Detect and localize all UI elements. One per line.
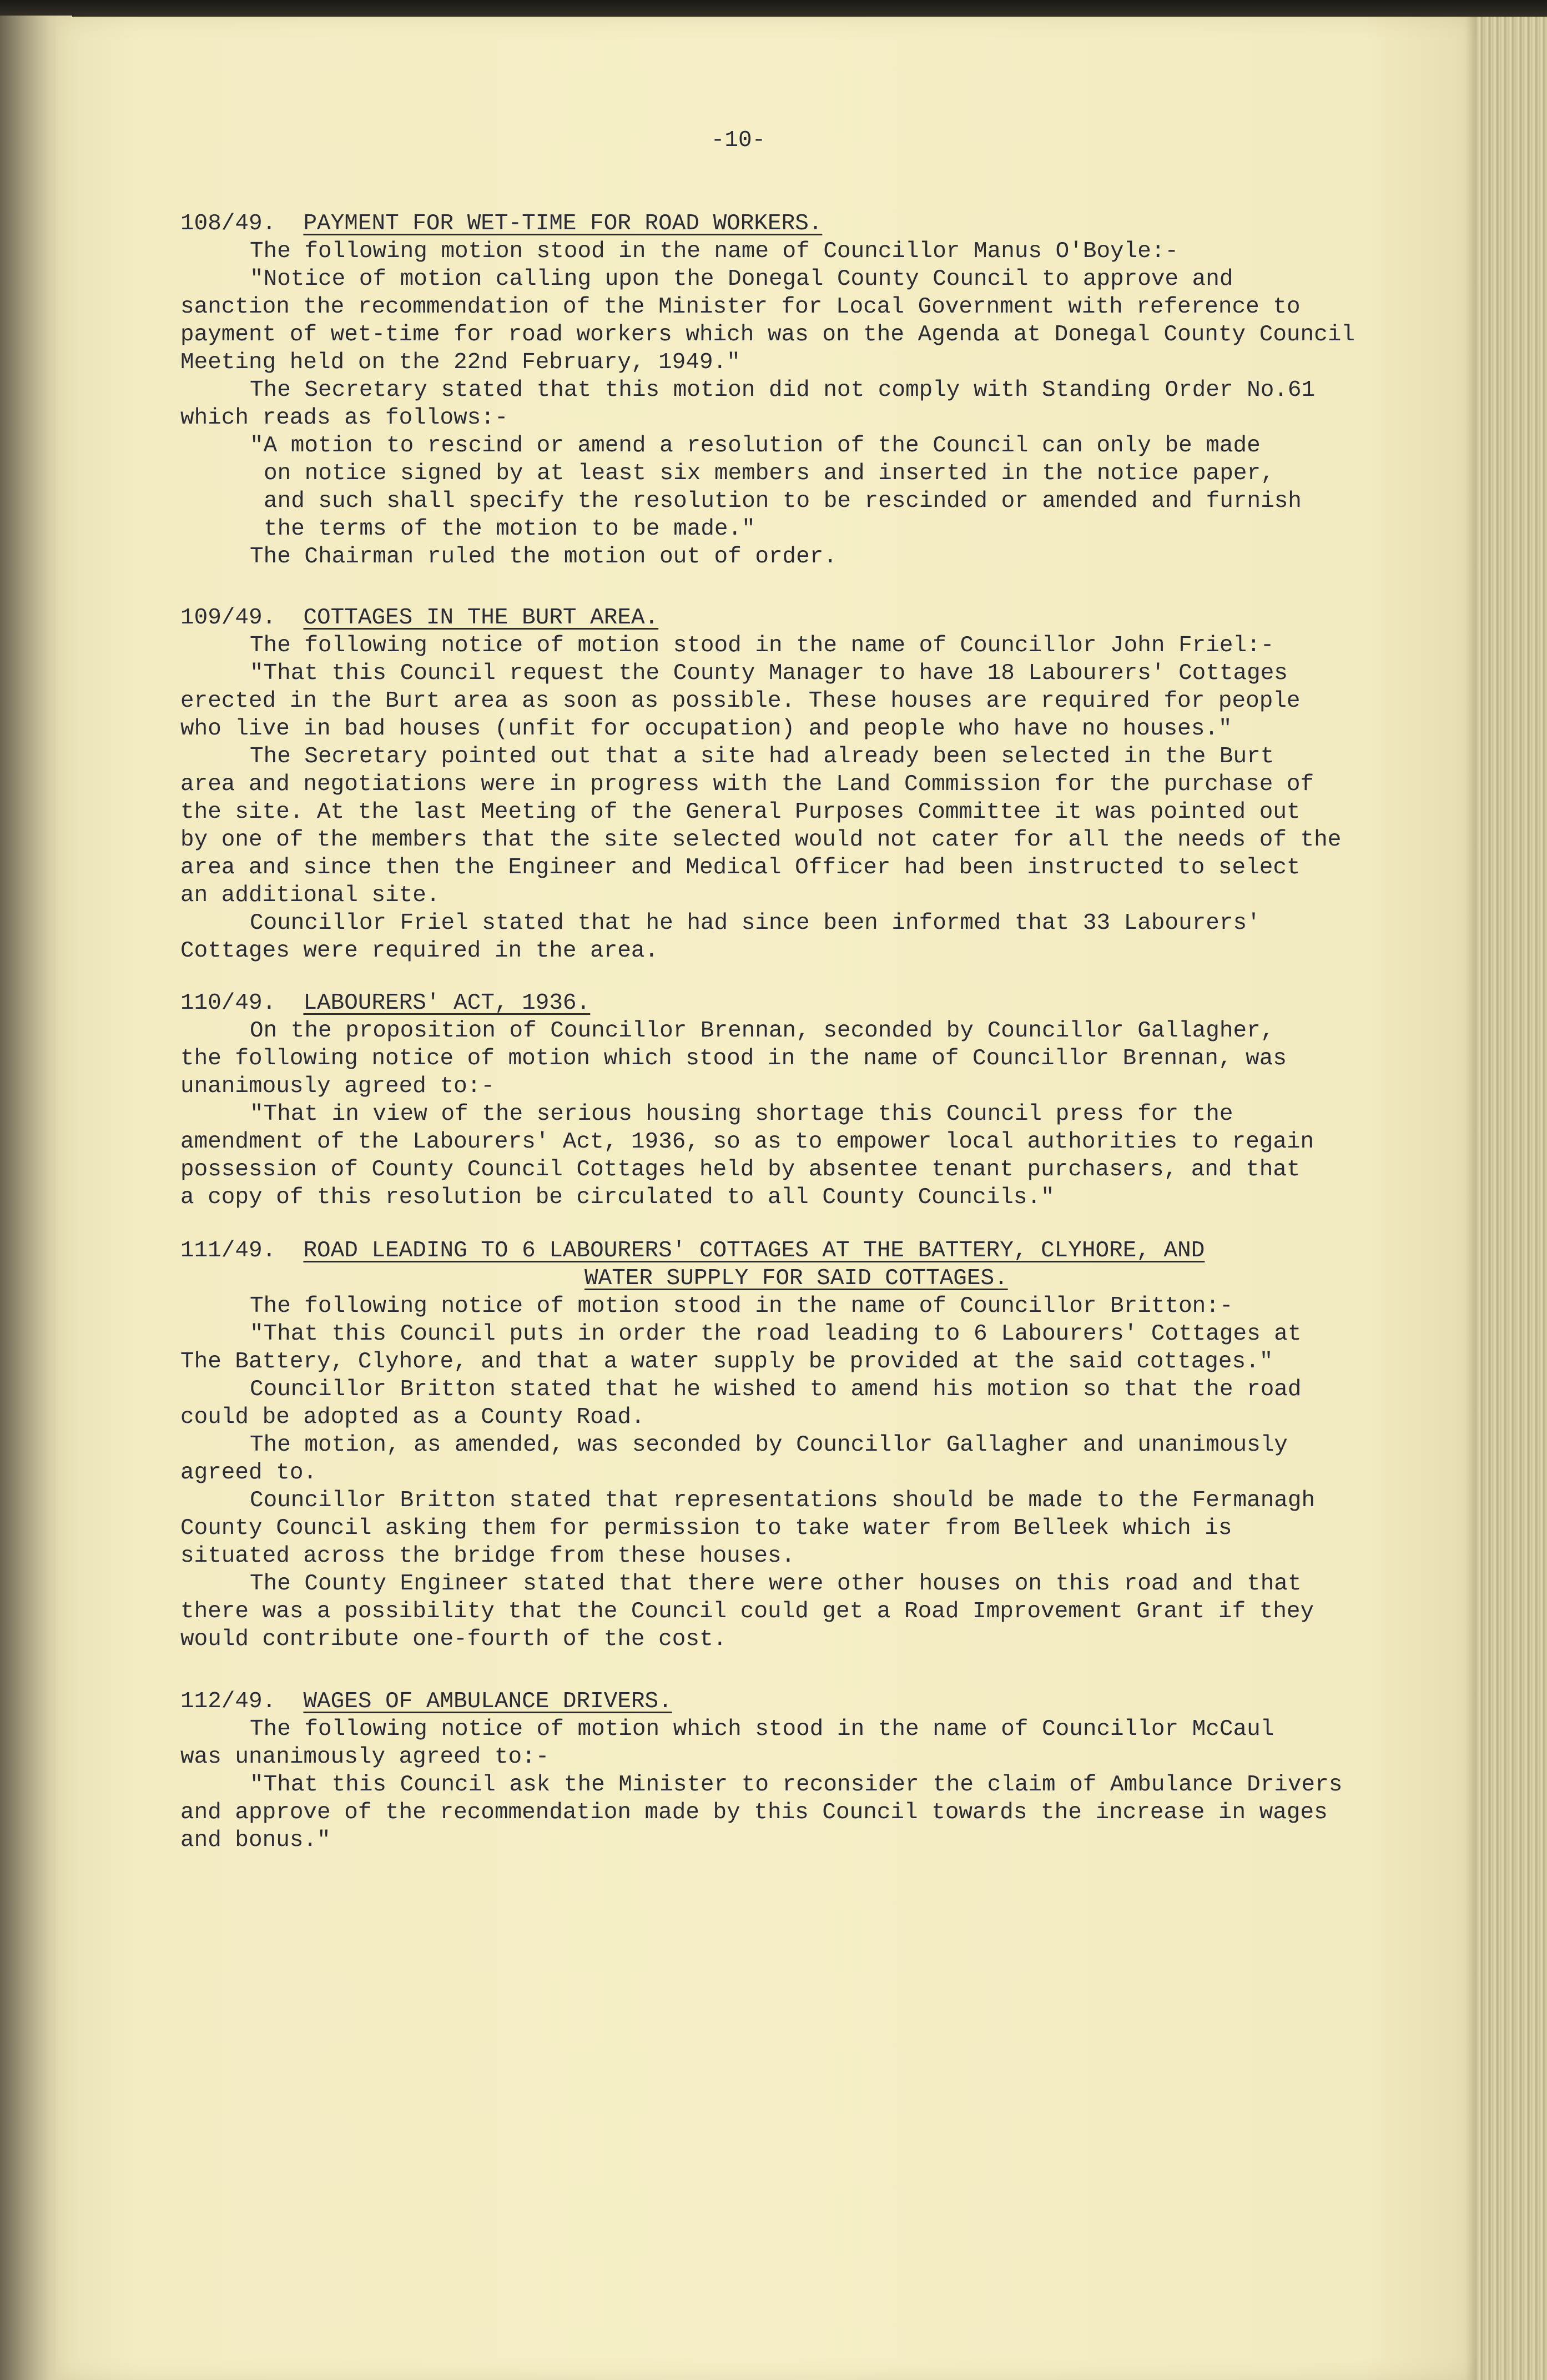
minute-line: area and negotiations were in progress with the Land Commission for the purchase of	[180, 772, 1314, 797]
minute-number: 111/49.	[180, 1238, 276, 1264]
minute-line: and such shall specify the resolution to be rescinded or amended and furnish	[264, 489, 1302, 514]
minute-heading	[180, 1237, 1374, 1265]
minute-line: who live in bad houses (unfit for occupation) and people who have no houses."	[180, 716, 1232, 742]
minute-line: Councillor Friel stated that he had since been informed that 33 Labourers'	[250, 910, 1261, 936]
minute-108	[180, 210, 1374, 571]
minute-line: which reads as follows:-	[180, 405, 508, 431]
minute-line: The following notice of motion which stood in the name of Councillor McCaul	[250, 1717, 1274, 1742]
minute-line: "That this Council request the County Manager to have 18 Labourers' Cottages	[250, 661, 1288, 686]
minute-line: The following motion stood in the name of Councillor Manus O'Boyle:-	[250, 239, 1179, 264]
minute-line: Councillor Britton stated that he wished to amend his motion so that the road	[250, 1377, 1302, 1402]
minute-line: the following notice of motion which stood in the name of Councillor Brennan, was	[180, 1046, 1287, 1071]
minute-line: On the proposition of Councillor Brennan, seconded by Councillor Gallagher,	[250, 1018, 1274, 1044]
minute-heading	[180, 989, 1374, 1017]
minute-line: Cottages were required in the area.	[180, 938, 659, 964]
minute-line: an additional site.	[180, 883, 440, 908]
minute-line: the terms of the motion to be made."	[264, 516, 755, 542]
minute-line: and bonus."	[180, 1828, 331, 1853]
minute-number: 112/49.	[180, 1689, 276, 1714]
minute-line: Meeting held on the 22nd February, 1949."	[180, 350, 740, 375]
minute-line: The motion, as amended, was seconded by Councillor Gallagher and unanimously	[250, 1432, 1288, 1458]
minute-heading	[180, 1688, 1374, 1715]
minute-110	[180, 989, 1374, 1211]
minute-line: on notice signed by at least six members and inserted in the notice paper,	[264, 461, 1274, 486]
minute-line: Councillor Britton stated that representations should be made to the Fermanagh	[250, 1488, 1316, 1513]
minute-number: 110/49.	[180, 990, 276, 1016]
minute-line: and approve of the recommendation made by this Council towards the increase in wages	[180, 1800, 1328, 1825]
minute-line: "A motion to rescind or amend a resolution of the Council can only be made	[250, 433, 1261, 459]
minute-line: payment of wet-time for road workers which was on the Agenda at Donegal County Council	[180, 322, 1355, 348]
minute-title: COTTAGES IN THE BURT AREA.	[303, 605, 659, 631]
minute-line: unanimously agreed to:-	[180, 1074, 495, 1099]
minute-line: amendment of the Labourers' Act, 1936, so as to empower local authorities to regain	[180, 1129, 1314, 1155]
minute-line: The County Engineer stated that there were other houses on this road and that	[250, 1571, 1302, 1597]
minute-line: County Council asking them for permission to take water from Belleek which is	[180, 1516, 1232, 1541]
minute-line: "Notice of motion calling upon the Donegal County Council to approve and	[250, 266, 1233, 292]
minute-line: possession of County Council Cottages held by absentee tenant purchasers, and that	[180, 1157, 1301, 1183]
minute-line: erected in the Burt area as soon as possible. These houses are required for people	[180, 688, 1301, 714]
minute-line: The Secretary pointed out that a site had already been selected in the Burt	[250, 744, 1274, 769]
minute-line: area and since then the Engineer and Medical Officer had been instructed to select	[180, 855, 1301, 880]
minute-line: sanction the recommendation of the Minister for Local Government with reference to	[180, 294, 1301, 320]
minute-109	[180, 604, 1374, 965]
minute-line: "That this Council puts in order the road leading to 6 Labourers' Cottages at	[250, 1321, 1302, 1347]
minute-line: "That this Council ask the Minister to reconsider the claim of Ambulance Drivers	[250, 1772, 1343, 1798]
minute-line: situated across the bridge from these houses.	[180, 1543, 795, 1569]
minute-111	[180, 1237, 1374, 1653]
minute-line: could be adopted as a County Road.	[180, 1405, 645, 1430]
minute-title: PAYMENT FOR WET-TIME FOR ROAD WORKERS.	[303, 211, 823, 237]
minute-line: by one of the members that the site selected would not cater for all the needs of the	[180, 827, 1342, 853]
minute-title: LABOURERS' ACT, 1936.	[303, 990, 591, 1016]
minute-title: WAGES OF AMBULANCE DRIVERS.	[303, 1689, 672, 1714]
minute-line: was unanimously agreed to:-	[180, 1744, 550, 1770]
minute-line: The Secretary stated that this motion did not comply with Standing Order No.61	[250, 378, 1316, 403]
minute-number: 109/49.	[180, 605, 276, 631]
minute-line: there was a possibility that the Council could get a Road Improvement Grant if they	[180, 1599, 1314, 1624]
minute-heading	[180, 210, 1374, 238]
minute-line: the site. At the last Meeting of the General Purposes Committee it was pointed out	[180, 799, 1301, 825]
minute-line: The following notice of motion stood in the name of Councillor John Friel:-	[250, 633, 1274, 658]
page-number: -10-	[710, 128, 766, 153]
minute-line: "That in view of the serious housing shortage this Council press for the	[250, 1101, 1233, 1127]
minute-line: agreed to.	[180, 1460, 318, 1486]
minute-number: 108/49.	[180, 211, 276, 237]
minute-title: ROAD LEADING TO 6 LABOURERS' COTTAGES AT THE BATTERY, CLYHORE, AND	[303, 1238, 1205, 1264]
minute-line: The Chairman ruled the motion out of order.	[250, 544, 837, 570]
minute-line: The following notice of motion stood in the name of Councillor Britton:-	[250, 1294, 1233, 1319]
minute-line: a copy of this resolution be circulated to all County Councils."	[180, 1185, 1055, 1210]
minute-heading	[180, 604, 1374, 632]
minute-line: would contribute one-fourth of the cost.	[180, 1627, 727, 1652]
minute-line: The Battery, Clyhore, and that a water supply be provided at the said cottages."	[180, 1349, 1273, 1375]
minute-title-continued: WATER SUPPLY FOR SAID COTTAGES.	[584, 1266, 1008, 1291]
minute-112	[180, 1688, 1374, 1854]
